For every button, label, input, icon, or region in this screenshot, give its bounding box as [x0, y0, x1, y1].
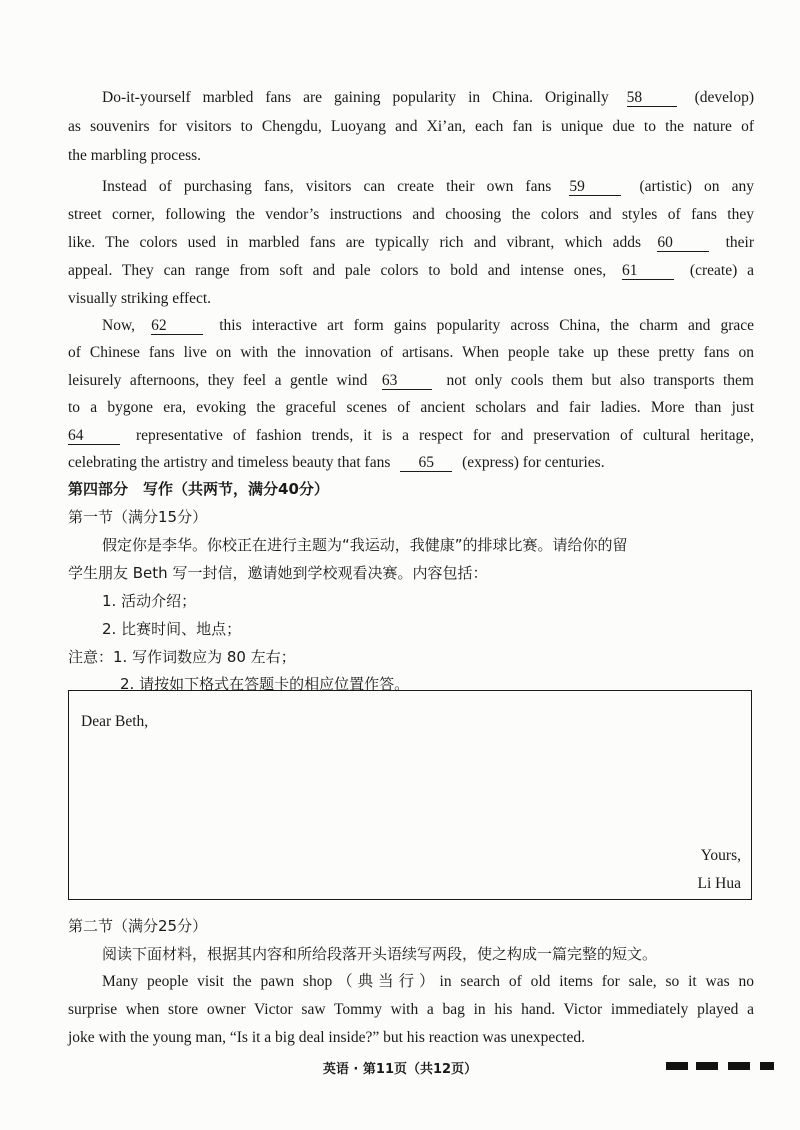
content-point-1: 1. 活动介绍；: [102, 592, 197, 610]
section2-instruction: 阅读下面材料，根据其内容和所给段落开头语续写两段，使之构成一篇完整的短文。: [102, 945, 658, 963]
letter-salutation: Dear Beth,: [81, 713, 149, 730]
p1-line-3: the marbling process.: [68, 147, 202, 164]
content-point-2: 2. 比赛时间、地点；: [102, 620, 242, 638]
story-line-2: surprise when store owner Victor saw Tommy with a bag in his hand. Victor immediately played a: [68, 1001, 754, 1018]
letter-signature: Li Hua: [697, 875, 741, 892]
page-footer: 英语 · 第11页（共12页）: [322, 1062, 478, 1077]
letter-format-box: [68, 690, 752, 900]
p1-line-1: Do-it-yourself marbled fans are gaining popularity in China. Originally 58 (develop): [102, 89, 754, 106]
p3-line-5: 64 representative of fashion trends, it is a respect for and preservation of cultural heritage,: [68, 427, 754, 444]
blank-58: 58: [627, 89, 677, 107]
part4-heading: 第四部分 写作（共两节，满分40分）: [68, 480, 329, 498]
blank-61: 61: [622, 262, 674, 280]
p2-line-2: street corner, following the vendor’s instructions and choosing the colors and styles of fans they: [68, 206, 754, 223]
section2-heading: 第二节（满分25分）: [68, 917, 208, 935]
p3-line-3: leisurely afternoons, they feel a gentle wind 63 not only cools them but also transports them: [68, 372, 754, 389]
letter-closing: Yours,: [700, 847, 741, 864]
scan-mark: [696, 1062, 718, 1070]
story-line-1: Many people visit the pawn shop（典当行）in search of old items for sale, so it was no: [102, 973, 754, 990]
blank-59: 59: [569, 178, 621, 196]
p2-line-1: Instead of purchasing fans, visitors can create their own fans 59 (artistic) on any: [102, 178, 754, 195]
note-line-1: 注意：1. 写作词数应为 80 左右；: [68, 648, 296, 666]
p2-line-3: like. The colors used in marbled fans are typically rich and vibrant, which adds 60 their: [68, 234, 755, 251]
section1-heading: 第一节（满分15分）: [68, 508, 208, 526]
p3-line-6: celebrating the artistry and timeless beauty that fans 65 (express) for centuries.: [68, 454, 605, 471]
task-line-1: 假定你是李华。你校正在进行主题为“我运动，我健康”的排球比赛。请给你的留: [102, 536, 628, 554]
task-line-2: 学生朋友 Beth 写一封信，邀请她到学校观看决赛。内容包括：: [68, 564, 488, 582]
p3-line-1: Now, 62 this interactive art form gains popularity across China, the charm and grace: [102, 317, 755, 334]
scan-mark: [728, 1062, 750, 1070]
scan-mark: [760, 1062, 774, 1070]
story-line-3: joke with the young man, “Is it a big deal inside?” but his reaction was unexpected.: [68, 1029, 585, 1046]
blank-64: 64: [68, 427, 120, 445]
blank-60: 60: [657, 234, 709, 252]
scan-mark: [666, 1062, 688, 1070]
p2-line-4: appeal. They can range from soft and pale colors to bold and intense ones, 61 (create) a: [68, 262, 755, 279]
note-line-2: 2. 请按如下格式在答题卡的相应位置作答。: [120, 675, 410, 693]
blank-65: 65: [400, 454, 452, 472]
p3-line-4: to a bygone era, evoking the graceful scenes of ancient scholars and fair ladies. More than just: [68, 399, 754, 416]
p2-line-5: visually striking effect.: [68, 290, 212, 307]
p3-line-2: of Chinese fans live on with the innovation of artisans. When people take up these pretty fans on: [68, 344, 754, 361]
blank-63: 63: [382, 372, 432, 390]
blank-62: 62: [151, 317, 203, 335]
p1-line-2: as souvenirs for visitors to Chengdu, Luoyang and Xi’an, each fan is unique due to the nature of: [68, 118, 754, 135]
